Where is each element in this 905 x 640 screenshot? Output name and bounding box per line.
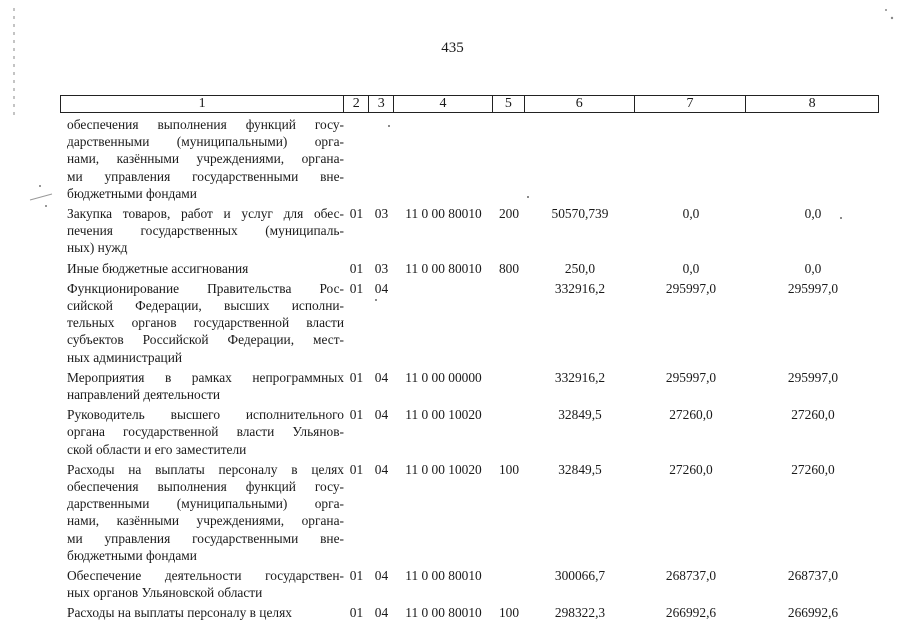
cell-col-3: 04 [374, 407, 389, 423]
description-line: органа государственной власти Ульянов- [67, 424, 344, 440]
cell-col-5: 100 [498, 605, 520, 621]
cell-col-5 [493, 567, 525, 601]
cell-col-6: 332916,2 [554, 280, 606, 296]
cell-col-3: 03 [374, 206, 389, 222]
cell-col-4: 11 0 00 00000 [405, 369, 482, 385]
description-line: ных органов Ульяновской области [67, 585, 263, 601]
description-line: нами, казёнными учреждениями, органа- [67, 151, 344, 167]
cell-col-5 [493, 280, 525, 366]
cell-col-7: 266992,6 [665, 605, 717, 621]
description-line: бюджетными фондами [67, 185, 197, 201]
description-line: Расходы на выплаты персоналу в целях [67, 605, 292, 621]
description-line: сийской Федерации, высших исполни- [67, 298, 344, 314]
table-body [60, 116, 879, 622]
row-description [60, 205, 344, 257]
cell-col-7: 295997,0 [665, 369, 717, 385]
cell-col-7: 268737,0 [665, 568, 717, 584]
cell-col-8: 0,0 [804, 260, 822, 276]
description-line: ных) нужд [67, 240, 128, 256]
cell-col-2: 01 [349, 206, 364, 222]
table-header [60, 95, 879, 113]
description-line: обеспечения выполнения функций госу- [67, 479, 344, 495]
cell-col-8: 27260,0 [791, 407, 835, 423]
cell-col-7: 295997,0 [665, 280, 717, 296]
header-col-5: 5 [493, 96, 525, 112]
cell-col-7: 27260,0 [669, 461, 713, 477]
description-line: обеспечения выполнения функций госу- [67, 117, 344, 132]
cell-col-6: 332916,2 [554, 369, 606, 385]
table-row [60, 116, 879, 202]
cell-col-2: 01 [349, 260, 364, 276]
cell-col-5: 800 [498, 260, 520, 276]
cell-col-8: 266992,6 [787, 605, 839, 621]
cell-col-5: 200 [498, 206, 520, 222]
cell-col-6: 298322,3 [554, 605, 606, 621]
row-description [60, 260, 344, 277]
cell-col-4: 11 0 00 80010 [405, 605, 482, 621]
description-line: Закупка товаров, работ и услуг для обес- [67, 206, 344, 222]
row-description [60, 280, 344, 366]
description-line: ской области и его заместители [67, 441, 247, 457]
header-col-6: 6 [525, 96, 635, 112]
description-line: ми управления государственными вне- [67, 168, 344, 184]
table-row [60, 406, 879, 458]
cell-col-8 [747, 116, 879, 202]
cell-col-6: 300066,7 [554, 568, 606, 584]
table-row [60, 461, 879, 564]
cell-col-8: 295997,0 [787, 280, 839, 296]
cell-col-8: 0,0 [804, 206, 822, 222]
cell-col-3: 03 [374, 260, 389, 276]
cell-col-3: 04 [374, 280, 389, 296]
table-row [60, 567, 879, 601]
cell-col-2: 01 [349, 461, 364, 477]
cell-col-7: 27260,0 [669, 407, 713, 423]
cell-col-5 [493, 369, 525, 403]
cell-col-2: 01 [349, 369, 364, 385]
cell-col-4 [394, 116, 493, 202]
description-line: нами, казёнными учреждениями, органа- [67, 513, 344, 529]
description-line: бюджетными фондами [67, 547, 197, 563]
cell-col-3: 04 [374, 605, 389, 621]
description-line: направлений деятельности [67, 387, 221, 403]
description-line: Иные бюджетные ассигнования [67, 260, 249, 276]
cell-col-4: 11 0 00 10020 [405, 407, 482, 423]
description-line: Функционирование Правительства Рос- [67, 280, 344, 296]
description-line: ных администраций [67, 349, 183, 365]
cell-col-5: 100 [498, 461, 520, 477]
row-description [60, 604, 344, 621]
cell-col-6: 32849,5 [558, 407, 602, 423]
description-line: Расходы на выплаты персоналу в целях [67, 461, 344, 477]
header-col-8: 8 [808, 96, 816, 111]
cell-col-4: 11 0 00 80010 [405, 568, 482, 584]
cell-col-7: 0,0 [682, 260, 700, 276]
table-row [60, 604, 879, 621]
row-description [60, 116, 344, 202]
cell-col-2: 01 [349, 280, 364, 296]
row-description [60, 406, 344, 458]
cell-col-4 [394, 280, 493, 366]
description-line: Руководитель высшего исполнительного [67, 407, 344, 423]
description-line: Мероприятия в рамках непрограммных [67, 369, 344, 385]
cell-col-5 [493, 116, 525, 202]
cell-col-2: 01 [349, 568, 364, 584]
cell-col-7: 0,0 [682, 206, 700, 222]
cell-col-5 [493, 406, 525, 458]
cell-col-6: 250,0 [564, 260, 596, 276]
description-line: субъектов Российской Федерации, мест- [67, 332, 344, 348]
cell-col-2: 01 [349, 605, 364, 621]
description-line: дарственными (муниципальными) орга- [67, 134, 344, 150]
cell-col-7 [635, 116, 747, 202]
description-line: ми управления государственными вне- [67, 530, 344, 546]
cell-col-4: 11 0 00 10020 [405, 461, 482, 477]
header-col-4: 4 [394, 96, 493, 112]
description-line: Обеспечение деятельности государствен- [67, 568, 344, 584]
cell-col-4: 11 0 00 80010 [405, 206, 482, 222]
cell-col-2 [344, 116, 369, 202]
header-col-2: 2 [344, 96, 369, 112]
cell-col-6: 32849,5 [558, 461, 602, 477]
row-description [60, 461, 344, 564]
description-line: печения государственных (муниципаль- [67, 223, 344, 239]
page-number: 435 [441, 40, 464, 56]
table-row [60, 260, 879, 277]
table-row [60, 369, 879, 403]
cell-col-8: 268737,0 [787, 568, 839, 584]
cell-col-3: 04 [374, 568, 389, 584]
cell-col-8: 295997,0 [787, 369, 839, 385]
cell-col-4: 11 0 00 80010 [405, 260, 482, 276]
cell-col-6: 50570,739 [551, 206, 609, 222]
header-col-3: 3 [369, 96, 394, 112]
description-line: тельных органов государственной власти [67, 315, 344, 331]
cell-col-8: 27260,0 [791, 461, 835, 477]
row-description [60, 567, 344, 601]
cell-col-3 [369, 116, 394, 202]
table-row [60, 280, 879, 366]
cell-col-2: 01 [349, 407, 364, 423]
row-description [60, 369, 344, 403]
cell-col-3: 04 [374, 461, 389, 477]
header-col-1: 1 [61, 96, 344, 112]
description-line: дарственными (муниципальными) орга- [67, 496, 344, 512]
header-col-7: 7 [635, 96, 747, 112]
cell-col-6 [525, 116, 635, 202]
table-row [60, 205, 879, 257]
cell-col-3: 04 [374, 369, 389, 385]
